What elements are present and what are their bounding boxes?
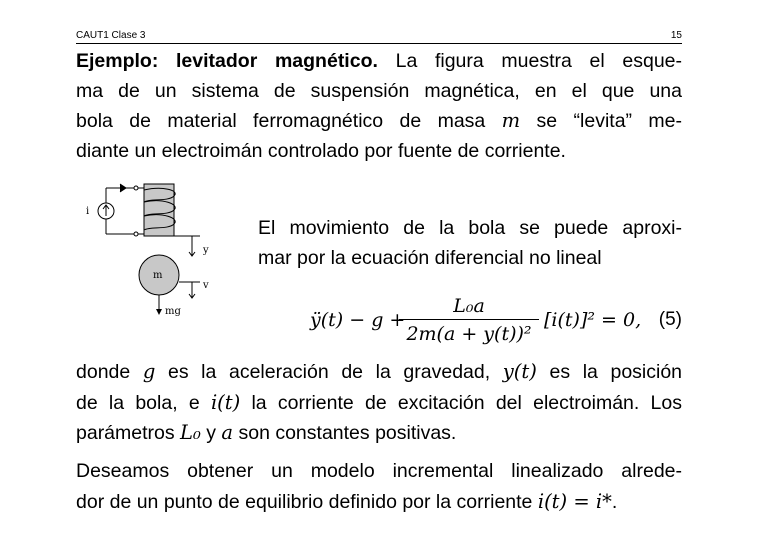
fraction-numerator: L₀a [399,293,539,320]
v-label: v [203,280,209,291]
ball-label: m [153,270,163,281]
equation-intro: El movimiento de la bola se puede aproxi- mar por la ecuación diferencial no lineal [258,217,682,269]
mass-symbol: m [501,109,521,132]
example-heading: Ejemplo: levitador magnético. [76,50,378,72]
objective-paragraph: Deseamos obtener un modelo incremental linealizado alrede- dor de un punto de equilibrio definido por la corriente i(t) = i*. [76,460,682,513]
force-label: mg [165,306,181,317]
equation-fraction [399,293,539,348]
page-number: 15 [670,30,682,41]
definitions-paragraph: donde g es la aceleración de la gravedad, y(t) es la posición de la bola, e i(t) la corriente de excitación del electroimán. Los parámetros L₀ y a son constantes positivas. [76,360,683,444]
intro-paragraph: Ejemplo: levitador magnético. La figura muestra el esque- ma de un sistema de suspensión magnética, en el que una bola de material ferromagnético de masa m se “levita” me- diante un electroimán controlado por fuente de corriente. [76,50,683,162]
levitator-diagram [82,178,232,318]
source-label: i [86,206,90,217]
y-label: y [203,245,209,256]
header-title: CAUT1 Clase 3 [76,30,146,41]
page-header [76,29,682,44]
equation-5 [310,293,682,353]
equation-lhs: ÿ(t) − g + [310,309,406,331]
equation-number: (5) [658,309,682,330]
fraction-denominator: 2m(a + y(t))² [406,323,532,345]
equation-rhs: [i(t)]² = 0, [544,309,642,331]
